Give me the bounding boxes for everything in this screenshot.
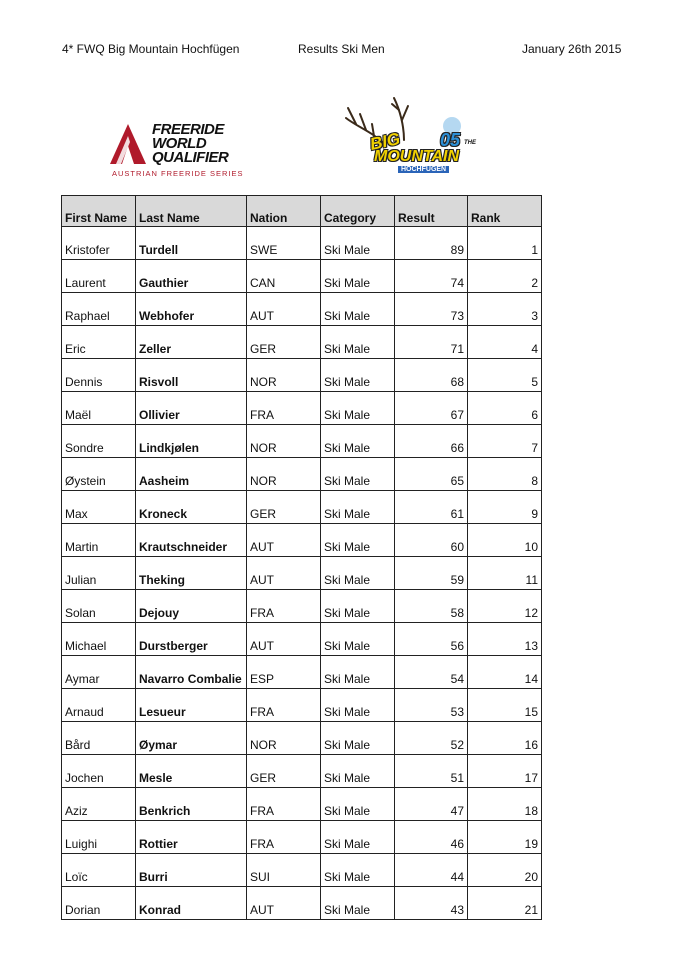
first-name-cell: Laurent [62, 260, 136, 293]
nation-cell: GER [247, 326, 321, 359]
category-cell: Ski Male [321, 854, 395, 887]
rank-cell: 10 [468, 524, 542, 557]
category-cell: Ski Male [321, 293, 395, 326]
rank-cell: 4 [468, 326, 542, 359]
nation-cell: FRA [247, 821, 321, 854]
fwq-logo-line3: QUALIFIER [152, 149, 229, 166]
nation-cell: AUT [247, 557, 321, 590]
category-cell: Ski Male [321, 557, 395, 590]
table-row [62, 821, 542, 854]
nation-cell: NOR [247, 458, 321, 491]
first-name-cell: Dorian [62, 887, 136, 920]
nation-cell: SWE [247, 227, 321, 260]
category-cell: Ski Male [321, 425, 395, 458]
table-row [62, 887, 542, 920]
rank-cell: 16 [468, 722, 542, 755]
column-header: Result [395, 196, 468, 227]
rank-cell: 1 [468, 227, 542, 260]
fwq-logo [108, 122, 253, 182]
table-row [62, 425, 542, 458]
column-header: Last Name [136, 196, 247, 227]
nation-cell: FRA [247, 689, 321, 722]
rank-cell: 6 [468, 392, 542, 425]
table-row [62, 293, 542, 326]
result-cell: 58 [395, 590, 468, 623]
nation-cell: NOR [247, 359, 321, 392]
header-date: January 26th 2015 [522, 42, 622, 56]
nation-cell: NOR [247, 722, 321, 755]
last-name-cell: Dejouy [136, 590, 247, 623]
last-name-cell: Navarro Combalie [136, 656, 247, 689]
table-header-row [62, 196, 542, 227]
rank-cell: 18 [468, 788, 542, 821]
category-cell: Ski Male [321, 326, 395, 359]
fwq-mountain-icon [108, 122, 148, 164]
rank-cell: 5 [468, 359, 542, 392]
fwq-logo-line1: FREERIDE [152, 121, 224, 138]
category-cell: Ski Male [321, 887, 395, 920]
category-cell: Ski Male [321, 359, 395, 392]
column-header: Nation [247, 196, 321, 227]
result-cell: 65 [395, 458, 468, 491]
first-name-cell: Øystein [62, 458, 136, 491]
category-cell: Ski Male [321, 656, 395, 689]
result-cell: 56 [395, 623, 468, 656]
category-cell: Ski Male [321, 755, 395, 788]
first-name-cell: Raphael [62, 293, 136, 326]
big-mountain-location: HOCHFÜGEN [398, 166, 449, 173]
column-header: Category [321, 196, 395, 227]
nation-cell: GER [247, 491, 321, 524]
last-name-cell: Durstberger [136, 623, 247, 656]
last-name-cell: Turdell [136, 227, 247, 260]
category-cell: Ski Male [321, 260, 395, 293]
first-name-cell: Martin [62, 524, 136, 557]
first-name-cell: Aziz [62, 788, 136, 821]
first-name-cell: Luighi [62, 821, 136, 854]
result-cell: 51 [395, 755, 468, 788]
result-cell: 74 [395, 260, 468, 293]
last-name-cell: Kroneck [136, 491, 247, 524]
table-row [62, 392, 542, 425]
result-cell: 68 [395, 359, 468, 392]
last-name-cell: Konrad [136, 887, 247, 920]
first-name-cell: Bård [62, 722, 136, 755]
category-cell: Ski Male [321, 590, 395, 623]
fwq-logo-subtitle: AUSTRIAN FREERIDE SERIES [112, 169, 244, 178]
first-name-cell: Jochen [62, 755, 136, 788]
last-name-cell: Lesueur [136, 689, 247, 722]
last-name-cell: Benkrich [136, 788, 247, 821]
category-cell: Ski Male [321, 392, 395, 425]
category-cell: Ski Male [321, 491, 395, 524]
first-name-cell: Eric [62, 326, 136, 359]
table-row [62, 458, 542, 491]
table-row [62, 557, 542, 590]
table-row [62, 788, 542, 821]
result-cell: 67 [395, 392, 468, 425]
first-name-cell: Michael [62, 623, 136, 656]
result-cell: 53 [395, 689, 468, 722]
table-row [62, 755, 542, 788]
nation-cell: CAN [247, 260, 321, 293]
header-event: 4* FWQ Big Mountain Hochfügen [62, 42, 240, 56]
last-name-cell: Aasheim [136, 458, 247, 491]
category-cell: Ski Male [321, 722, 395, 755]
table-row [62, 623, 542, 656]
category-cell: Ski Male [321, 623, 395, 656]
rank-cell: 17 [468, 755, 542, 788]
first-name-cell: Arnaud [62, 689, 136, 722]
nation-cell: AUT [247, 524, 321, 557]
last-name-cell: Gauthier [136, 260, 247, 293]
category-cell: Ski Male [321, 227, 395, 260]
result-cell: 71 [395, 326, 468, 359]
rank-cell: 2 [468, 260, 542, 293]
table-row [62, 359, 542, 392]
rank-cell: 3 [468, 293, 542, 326]
category-cell: Ski Male [321, 821, 395, 854]
rank-cell: 7 [468, 425, 542, 458]
result-cell: 61 [395, 491, 468, 524]
big-mountain-number: 05 [440, 130, 461, 150]
big-mountain-word2: MOUNTAIN [374, 148, 460, 165]
table-row [62, 689, 542, 722]
first-name-cell: Sondre [62, 425, 136, 458]
category-cell: Ski Male [321, 458, 395, 491]
nation-cell: ESP [247, 656, 321, 689]
rank-cell: 13 [468, 623, 542, 656]
rank-cell: 12 [468, 590, 542, 623]
last-name-cell: Theking [136, 557, 247, 590]
table-row [62, 656, 542, 689]
category-cell: Ski Male [321, 524, 395, 557]
nation-cell: FRA [247, 590, 321, 623]
first-name-cell: Maël [62, 392, 136, 425]
last-name-cell: Zeller [136, 326, 247, 359]
header-title: Results Ski Men [298, 42, 385, 56]
rank-cell: 21 [468, 887, 542, 920]
last-name-cell: Webhofer [136, 293, 247, 326]
last-name-cell: Burri [136, 854, 247, 887]
fwq-logo-line2: WORLD [152, 135, 207, 152]
last-name-cell: Øymar [136, 722, 247, 755]
table-row [62, 590, 542, 623]
rank-cell: 19 [468, 821, 542, 854]
first-name-cell: Dennis [62, 359, 136, 392]
results-table [61, 195, 542, 920]
big-mountain-suffix: THE [464, 140, 476, 146]
last-name-cell: Risvoll [136, 359, 247, 392]
big-mountain-word1: BIG [368, 129, 402, 154]
rank-cell: 20 [468, 854, 542, 887]
first-name-cell: Aymar [62, 656, 136, 689]
first-name-cell: Max [62, 491, 136, 524]
first-name-cell: Kristofer [62, 227, 136, 260]
nation-cell: AUT [247, 293, 321, 326]
last-name-cell: Ollivier [136, 392, 247, 425]
last-name-cell: Krautschneider [136, 524, 247, 557]
result-cell: 43 [395, 887, 468, 920]
table-row [62, 722, 542, 755]
result-cell: 47 [395, 788, 468, 821]
result-cell: 89 [395, 227, 468, 260]
big-mountain-logo [342, 96, 474, 178]
result-cell: 54 [395, 656, 468, 689]
rank-cell: 9 [468, 491, 542, 524]
rank-cell: 8 [468, 458, 542, 491]
result-cell: 59 [395, 557, 468, 590]
nation-cell: NOR [247, 425, 321, 458]
table-row [62, 854, 542, 887]
rank-cell: 14 [468, 656, 542, 689]
first-name-cell: Julian [62, 557, 136, 590]
result-cell: 46 [395, 821, 468, 854]
rank-cell: 11 [468, 557, 542, 590]
results-body [62, 227, 542, 920]
nation-cell: GER [247, 755, 321, 788]
result-cell: 73 [395, 293, 468, 326]
nation-cell: AUT [247, 623, 321, 656]
nation-cell: FRA [247, 392, 321, 425]
result-cell: 52 [395, 722, 468, 755]
nation-cell: FRA [247, 788, 321, 821]
column-header: First Name [62, 196, 136, 227]
result-cell: 66 [395, 425, 468, 458]
table-row [62, 524, 542, 557]
rank-cell: 15 [468, 689, 542, 722]
category-cell: Ski Male [321, 788, 395, 821]
last-name-cell: Lindkjølen [136, 425, 247, 458]
column-header: Rank [468, 196, 542, 227]
nation-cell: AUT [247, 887, 321, 920]
nation-cell: SUI [247, 854, 321, 887]
first-name-cell: Solan [62, 590, 136, 623]
result-cell: 44 [395, 854, 468, 887]
last-name-cell: Mesle [136, 755, 247, 788]
last-name-cell: Rottier [136, 821, 247, 854]
table-row [62, 491, 542, 524]
category-cell: Ski Male [321, 689, 395, 722]
result-cell: 60 [395, 524, 468, 557]
table-row [62, 326, 542, 359]
table-row [62, 227, 542, 260]
table-row [62, 260, 542, 293]
first-name-cell: Loïc [62, 854, 136, 887]
